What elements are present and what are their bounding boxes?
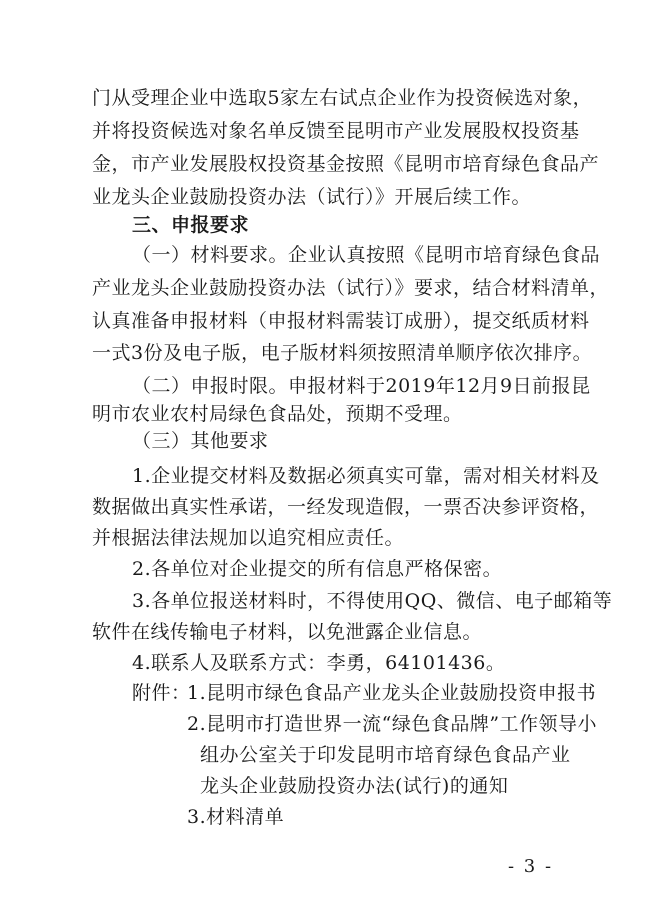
attachment-2-line-2: 组办公室关于印发昆明市培育绿色食品产业 xyxy=(200,744,571,766)
item-1-line-1: （一）材料要求。企业认真按照《昆明市培育绿色食品 xyxy=(132,244,601,266)
other-3-line-1: 3.各单位报送材料时，不得使用QQ、微信、电子邮箱等 xyxy=(132,590,613,612)
section-3-heading: 三、申报要求 xyxy=(132,214,250,236)
item-1-line-3: 认真准备申报材料（申报材料需装订成册），提交纸质材料 xyxy=(92,310,590,332)
attachments-label: 附件： xyxy=(132,682,191,704)
intro-line-2: 并将投资候选对象名单反馈至昆明市产业发展股权投资基 xyxy=(92,120,580,142)
other-2: 2.各单位对企业提交的所有信息严格保密。 xyxy=(132,558,503,580)
intro-line-4: 业龙头企业鼓励投资办法（试行）》开展后续工作。 xyxy=(92,186,532,208)
other-1-line-1: 1.企业提交材料及数据必须真实可靠，需对相关材料及 xyxy=(132,465,600,487)
contact-info: 4.联系人及联系方式：李勇，64101436。 xyxy=(132,652,506,674)
attachment-2-line-1: 2.昆明市打造世界一流“绿色食品牌”工作领导小 xyxy=(187,713,598,735)
other-3-line-2: 软件在线传输电子材料，以免泄露企业信息。 xyxy=(92,621,483,643)
item-3-heading: （三）其他要求 xyxy=(132,430,269,452)
item-2-line-2: 明市农业农村局绿色食品处，预期不受理。 xyxy=(92,403,463,425)
attachment-1: 1.昆明市绿色食品产业龙头企业鼓励投资申报书 xyxy=(187,682,597,704)
page-number: - 3 - xyxy=(508,856,554,877)
attachment-2-line-3: 龙头企业鼓励投资办法(试行)的通知 xyxy=(200,775,509,797)
other-1-line-3: 并根据法律法规加以追究相应责任。 xyxy=(92,527,405,549)
attachment-3: 3.材料清单 xyxy=(187,806,285,828)
item-1-line-4: 一式3份及电子版，电子版材料须按照清单顺序依次排序。 xyxy=(92,342,593,364)
item-2-line-1: （二）申报时限。申报材料于2019年12月9日前报昆 xyxy=(132,375,591,397)
intro-line-1: 门从受理企业中选取5家左右试点企业作为投资候选对象， xyxy=(92,87,593,109)
intro-line-3: 金，市产业发展股权投资基金按照《昆明市培育绿色食品产 xyxy=(92,153,600,175)
item-1-line-2: 产业龙头企业鼓励投资办法（试行）》要求，结合材料清单， xyxy=(92,277,610,299)
other-1-line-2: 数据做出真实性承诺，一经发现造假，一票否决参评资格， xyxy=(92,496,600,518)
